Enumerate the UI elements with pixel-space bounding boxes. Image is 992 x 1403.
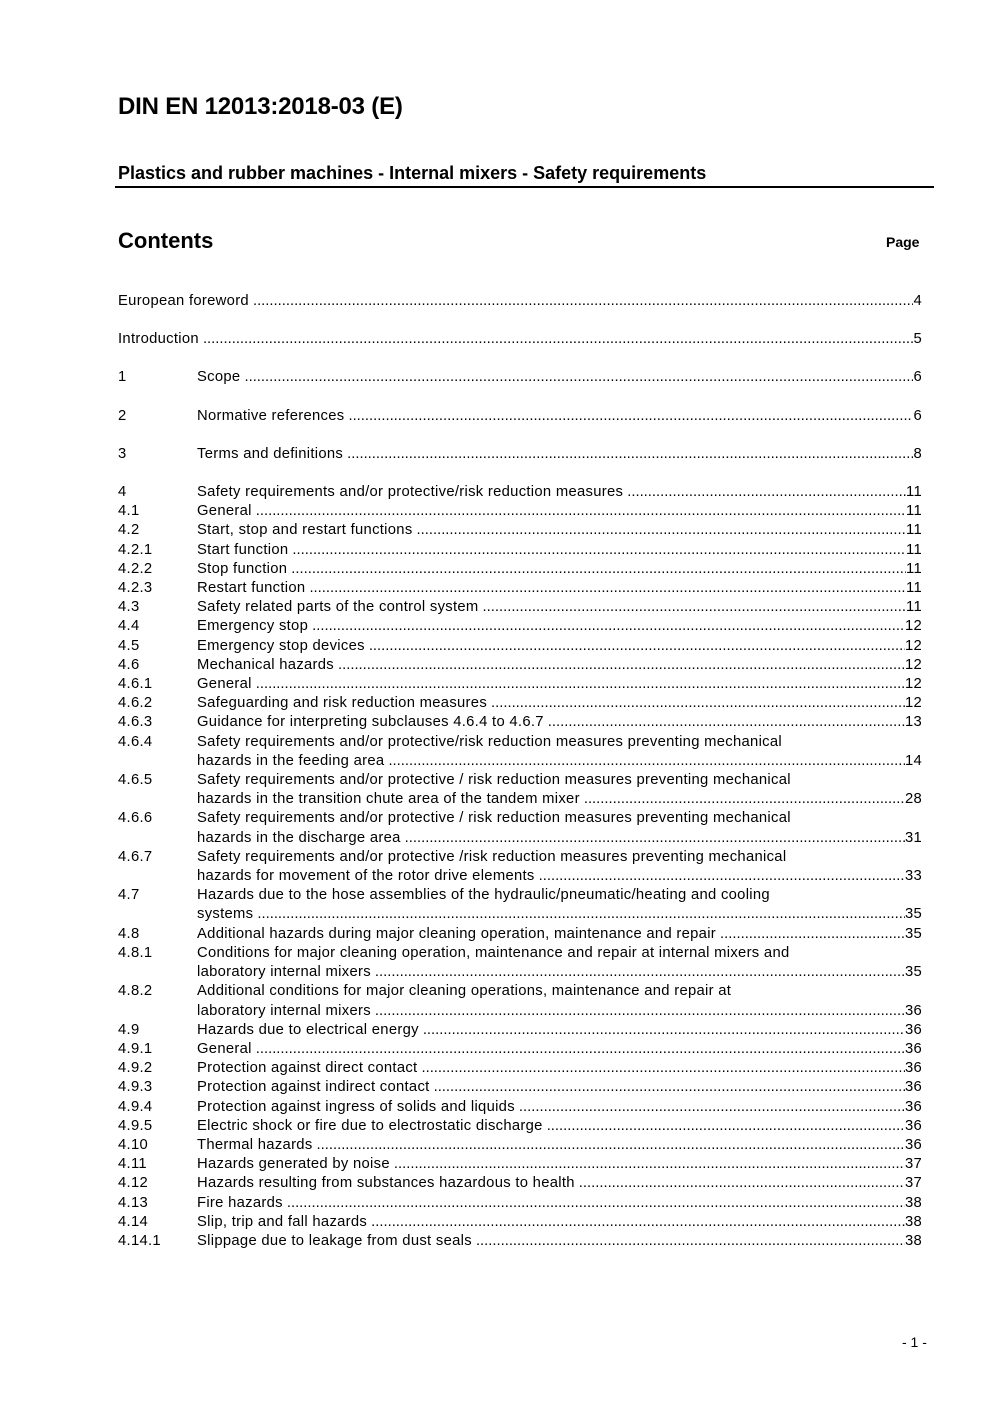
toc-dot-leader <box>519 1098 905 1117</box>
toc-entry-number: 4.9.4 <box>118 1098 153 1115</box>
toc-entry-title: Stop function <box>197 560 288 577</box>
toc-entry-page: 5 <box>913 331 922 348</box>
toc-dot-leader <box>257 905 905 924</box>
toc-entry-continuation[interactable] <box>118 1002 922 1021</box>
toc-entry-title-continued: hazards in the discharge area <box>197 829 401 846</box>
toc-entry-number: 4.6.5 <box>118 772 153 789</box>
toc-dot-leader <box>256 502 906 521</box>
toc-entry-title: Emergency stop <box>197 618 309 635</box>
toc-dot-leader <box>375 1002 905 1021</box>
toc-entry-title: Protection against indirect contact <box>197 1079 430 1096</box>
toc-entry[interactable] <box>118 713 922 732</box>
toc-entry-page: 36 <box>904 1021 922 1038</box>
toc-entry[interactable] <box>118 541 922 560</box>
toc-entry-title: Safeguarding and risk reduction measures <box>197 695 488 712</box>
toc-entry-page: 6 <box>913 407 922 424</box>
toc-dot-leader <box>434 1078 905 1097</box>
toc-entry-page: 13 <box>904 714 922 731</box>
toc-entry-page: 36 <box>904 1117 922 1134</box>
toc-entry[interactable] <box>118 483 922 502</box>
toc-entry-number: 4.6.1 <box>118 676 153 693</box>
toc-dot-leader <box>476 1232 905 1251</box>
toc-entry-number: 4.6.7 <box>118 848 153 865</box>
toc-entry-continuation[interactable] <box>118 752 922 771</box>
toc-entry-title: Scope <box>197 369 241 386</box>
toc-entry[interactable] <box>118 579 922 598</box>
toc-dot-leader <box>417 521 907 540</box>
toc-entry[interactable] <box>118 656 922 675</box>
toc-dot-leader <box>287 1194 905 1213</box>
toc-entry-number: 4.6 <box>118 656 140 673</box>
toc-entry-page: 11 <box>906 503 922 520</box>
toc-entry[interactable] <box>118 598 922 617</box>
toc-entry-number: 4.6.2 <box>118 695 153 712</box>
toc-dot-leader <box>547 1117 905 1136</box>
footer-page-number: - 1 - <box>902 1334 927 1350</box>
toc-entry-title: Fire hazards <box>197 1194 283 1211</box>
toc-entry-title: Safety requirements and/or protective/risk reduction measures preventing mechanical <box>197 733 782 750</box>
toc-entry-title: Safety requirements and/or protective/risk reduction measures <box>197 484 624 501</box>
toc-entry-page: 36 <box>904 1136 922 1153</box>
toc-entry[interactable] <box>118 944 922 963</box>
toc-dot-leader <box>253 292 914 311</box>
toc-entry-page: 11 <box>906 560 922 577</box>
toc-entry-number: 4.12 <box>118 1175 148 1192</box>
toc-entry-page: 4 <box>913 293 922 309</box>
toc-dot-leader <box>292 541 906 560</box>
toc-dot-leader <box>394 1155 905 1174</box>
toc-entry-title: Restart function <box>197 580 306 597</box>
toc-dot-leader <box>369 637 905 656</box>
toc-entry-page: 11 <box>906 580 922 597</box>
toc-entry-page: 37 <box>904 1156 922 1173</box>
toc-entry-page: 12 <box>904 656 922 673</box>
toc-entry-title: Conditions for major cleaning operation, maintenance and repair at internal mixers and <box>197 944 790 961</box>
toc-entry-title: Emergency stop devices <box>197 637 365 654</box>
toc-entry-title: Safety related parts of the control system <box>197 599 479 616</box>
toc-entry[interactable] <box>118 1078 922 1097</box>
toc-entry-page: 28 <box>904 791 922 808</box>
toc-entry[interactable] <box>118 694 922 713</box>
toc-entry-title: Safety requirements and/or protective / risk reduction measures preventing mechanical <box>197 772 791 789</box>
toc-dot-leader <box>491 694 905 713</box>
toc-entry[interactable] <box>118 1232 922 1251</box>
toc-entry-title: Hazards resulting from substances hazardous to health <box>197 1175 575 1192</box>
toc-entry-number: 4.1 <box>118 503 140 520</box>
toc-entry-page: 35 <box>904 925 922 942</box>
toc-entry-number: 4.8.2 <box>118 983 153 1000</box>
toc-entry-title: Hazards due to the hose assemblies of the hydraulic/pneumatic/heating and cooling <box>197 887 770 904</box>
toc-entry-page: 31 <box>904 829 922 846</box>
toc-entry-title: General <box>197 1040 252 1057</box>
toc-entry-number: 4.3 <box>118 599 140 616</box>
toc-entry[interactable] <box>118 330 922 349</box>
toc-dot-leader <box>627 483 906 502</box>
toc-entry-number: 3 <box>118 445 127 462</box>
toc-entry-title: Hazards generated by noise <box>197 1156 390 1173</box>
toc-entry-number: 4.8 <box>118 925 140 942</box>
toc-entry-page: 11 <box>906 541 922 558</box>
toc-dot-leader <box>244 368 913 387</box>
toc-entry-page: 12 <box>904 618 922 635</box>
toc-entry-number: 4.9.3 <box>118 1079 153 1096</box>
toc-entry-page: 36 <box>904 1060 922 1077</box>
toc-entry-title: Slip, trip and fall hazards <box>197 1213 368 1230</box>
toc-entry-number: 4.10 <box>118 1136 148 1153</box>
toc-entry[interactable] <box>118 982 922 1001</box>
toc-entry[interactable] <box>118 809 922 828</box>
contents-heading: Contents <box>118 228 214 253</box>
toc-entry-page: 36 <box>904 1098 922 1115</box>
toc-entry-number: 4.2.1 <box>118 541 153 558</box>
toc-entry-title-continued: hazards for movement of the rotor drive elements <box>197 868 535 885</box>
toc-entry-page: 33 <box>904 868 922 885</box>
toc-dot-leader <box>312 617 905 636</box>
toc-entry[interactable] <box>118 1040 922 1059</box>
toc-entry-title: Additional conditions for major cleaning operations, maintenance and repair at <box>197 983 732 1000</box>
toc-entry[interactable] <box>118 368 922 387</box>
toc-entry-continuation[interactable] <box>118 905 922 924</box>
toc-entry-title-continued: hazards in the transition chute area of the tandem mixer <box>197 791 580 808</box>
toc-entry[interactable] <box>118 560 922 579</box>
toc-dot-leader <box>309 579 906 598</box>
toc-entry-page: 36 <box>904 1040 922 1057</box>
toc-entry-title: Start, stop and restart functions <box>197 522 413 539</box>
toc-dot-leader <box>338 656 905 675</box>
toc-entry-title: Electric shock or fire due to electrostatic discharge <box>197 1117 543 1134</box>
toc-entry-continuation[interactable] <box>118 790 922 809</box>
toc-entry-title: Normative references <box>197 407 345 424</box>
toc-entry-page: 12 <box>904 637 922 654</box>
toc-entry-page: 35 <box>904 906 922 923</box>
toc-dot-leader <box>375 963 905 982</box>
toc-entry-page: 37 <box>904 1175 922 1192</box>
toc-dot-leader <box>483 598 906 617</box>
toc-entry-title: Mechanical hazards <box>197 656 334 673</box>
toc-entry-number: 4.2.3 <box>118 580 153 597</box>
toc-entry[interactable] <box>118 848 922 867</box>
toc-entry[interactable] <box>118 617 922 636</box>
toc-entry-page: 38 <box>904 1213 922 1230</box>
toc-entry[interactable] <box>118 1155 922 1174</box>
toc-entry-number: 4.11 <box>118 1156 147 1173</box>
toc-entry-title: Safety requirements and/or protective / risk reduction measures preventing mechanical <box>197 810 791 827</box>
toc-entry[interactable] <box>118 675 922 694</box>
toc-dot-leader <box>347 445 913 464</box>
toc-entry-number: 4.6.6 <box>118 810 153 827</box>
toc-entry[interactable] <box>118 886 922 905</box>
toc-entry-title: Terms and definitions <box>197 445 344 462</box>
toc-entry-page: 11 <box>906 484 922 501</box>
toc-dot-leader <box>421 1059 904 1078</box>
toc-entry-page: 14 <box>904 752 922 769</box>
toc-dot-leader <box>579 1174 905 1193</box>
toc-entry-page: 38 <box>904 1194 922 1211</box>
toc-entry[interactable] <box>118 733 922 752</box>
toc-entry-number: 4.8.1 <box>118 944 153 961</box>
toc-entry-page: 11 <box>906 599 922 616</box>
toc-entry[interactable] <box>118 502 922 521</box>
toc-dot-leader <box>423 1021 905 1040</box>
toc-entry-title: Introduction <box>118 331 199 348</box>
toc-entry-page: 11 <box>906 522 922 539</box>
toc-entry-number: 4.9.2 <box>118 1060 153 1077</box>
toc-entry[interactable] <box>118 1136 922 1155</box>
toc-entry-number: 4.9.5 <box>118 1117 153 1134</box>
toc-entry-number: 4.7 <box>118 887 140 904</box>
document-title: Plastics and rubber machines - Internal mixers - Safety requirements <box>118 163 707 183</box>
toc-entry[interactable] <box>118 1194 922 1213</box>
toc-entry-title: Additional hazards during major cleaning operation, maintenance and repair <box>197 925 717 942</box>
toc-entry-title: Protection against direct contact <box>197 1060 418 1077</box>
toc-entry[interactable] <box>118 445 922 464</box>
toc-entry-title-continued: hazards in the feeding area <box>197 752 385 769</box>
toc-entry-continuation[interactable] <box>118 963 922 982</box>
toc-dot-leader <box>291 560 906 579</box>
toc-entry-title-continued: laboratory internal mixers <box>197 964 371 981</box>
toc-entry[interactable] <box>118 407 922 426</box>
toc-entry-number: 1 <box>118 369 127 386</box>
toc-entry-title: Thermal hazards <box>197 1136 313 1153</box>
toc-dot-leader <box>256 675 905 694</box>
toc-dot-leader <box>371 1213 905 1232</box>
toc-entry-number: 4.9.1 <box>118 1040 153 1057</box>
toc-entry[interactable] <box>118 1098 922 1117</box>
toc-entry-title: Slippage due to leakage from dust seals <box>197 1232 472 1249</box>
toc-entry-title-continued: systems <box>197 906 254 923</box>
toc-entry-number: 4.2 <box>118 522 140 539</box>
toc-entry[interactable] <box>118 521 922 540</box>
toc-entry[interactable] <box>118 771 922 790</box>
toc-entry-number: 4.14 <box>118 1213 148 1230</box>
toc-entry-page: 8 <box>913 445 922 462</box>
toc-dot-leader <box>203 330 914 349</box>
toc-dot-leader <box>388 752 905 771</box>
page-column-label: Page <box>886 234 920 250</box>
title-divider <box>115 186 934 188</box>
toc-entry-title: Start function <box>197 541 289 558</box>
toc-entry-title: Hazards due to electrical energy <box>197 1021 419 1038</box>
table-of-contents <box>118 292 922 1251</box>
toc-entry-number: 2 <box>118 407 127 424</box>
toc-dot-leader <box>405 829 905 848</box>
toc-entry-number: 4.9 <box>118 1021 140 1038</box>
toc-entry[interactable] <box>118 1174 922 1193</box>
toc-dot-leader <box>348 407 913 426</box>
toc-entry[interactable] <box>118 1117 922 1136</box>
toc-entry-number: 4.4 <box>118 618 140 635</box>
toc-entry[interactable] <box>118 637 922 656</box>
toc-entry-title: Protection against ingress of solids and liquids <box>197 1098 515 1115</box>
toc-entry-continuation[interactable] <box>118 829 922 848</box>
toc-entry-number: 4.6.4 <box>118 733 153 750</box>
toc-entry-page: 35 <box>904 964 922 981</box>
toc-entry-number: 4.14.1 <box>118 1232 161 1249</box>
toc-entry-title-continued: laboratory internal mixers <box>197 1002 371 1019</box>
toc-entry-page: 36 <box>904 1079 922 1096</box>
toc-entry-title: General <box>197 676 252 693</box>
toc-dot-leader <box>584 790 905 809</box>
toc-entry-title: Safety requirements and/or protective /risk reduction measures preventing mechanical <box>197 848 787 865</box>
toc-entry-number: 4.2.2 <box>118 560 153 577</box>
document-id: DIN EN 12013:2018-03 (E) <box>118 93 403 120</box>
toc-entry-page: 6 <box>913 369 922 386</box>
toc-entry-number: 4.6.3 <box>118 714 153 731</box>
toc-dot-leader <box>256 1040 905 1059</box>
toc-entry-number: 4 <box>118 484 127 501</box>
toc-entry-number: 4.13 <box>118 1194 148 1211</box>
toc-entry-continuation[interactable] <box>118 867 922 886</box>
toc-entry-title: European foreword <box>118 293 249 309</box>
toc-entry-number: 4.5 <box>118 637 140 654</box>
toc-entry-page: 36 <box>904 1002 922 1019</box>
toc-entry[interactable] <box>118 1021 922 1040</box>
toc-entry[interactable] <box>118 292 922 311</box>
toc-entry[interactable] <box>118 1213 922 1232</box>
toc-entry-title: General <box>197 503 252 520</box>
toc-dot-leader <box>317 1136 905 1155</box>
toc-entry-page: 12 <box>904 676 922 693</box>
toc-entry-page: 38 <box>904 1232 922 1249</box>
toc-entry-page: 12 <box>904 695 922 712</box>
toc-entry-title: Guidance for interpreting subclauses 4.6.4 to 4.6.7 <box>197 714 544 731</box>
toc-entry[interactable] <box>118 1059 922 1078</box>
toc-entry[interactable] <box>118 925 922 944</box>
toc-dot-leader <box>720 925 905 944</box>
toc-dot-leader <box>548 713 905 732</box>
toc-dot-leader <box>539 867 905 886</box>
